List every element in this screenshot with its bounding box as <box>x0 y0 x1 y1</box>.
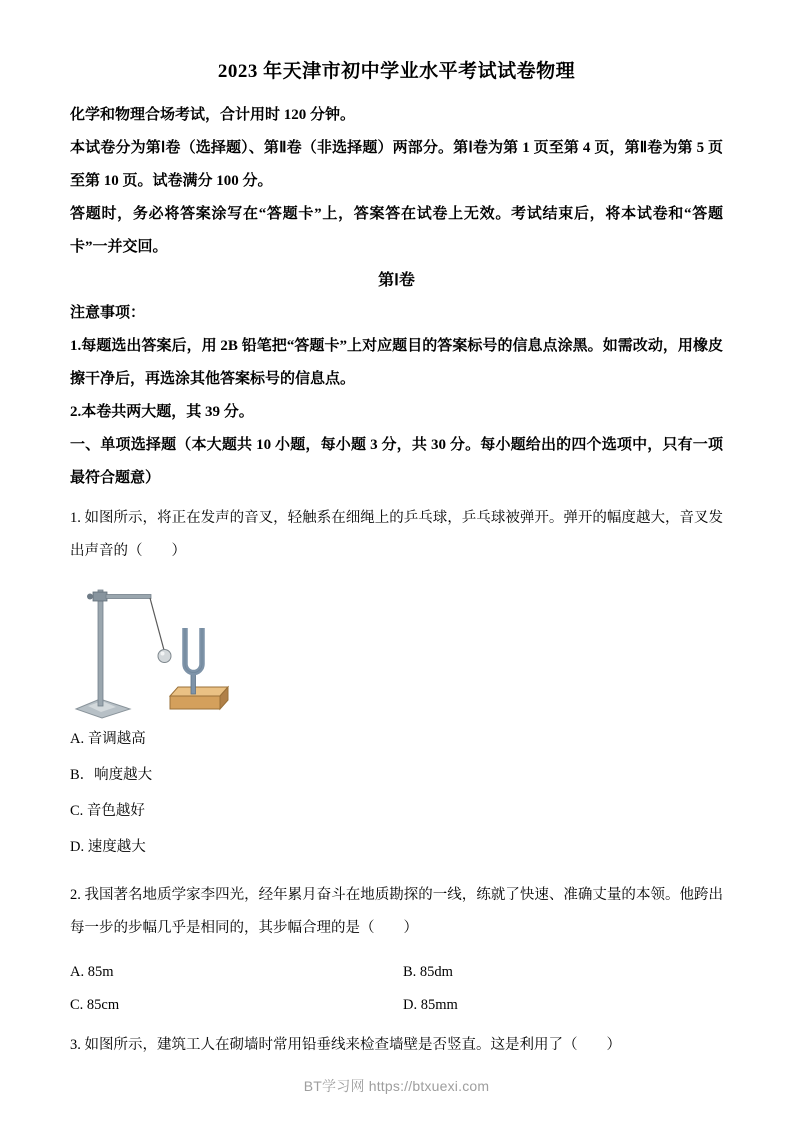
page-title: 2023 年天津市初中学业水平考试试卷物理 <box>217 61 576 82</box>
question-1-text: 1. 如图所示，将正在发声的音叉，轻触系在细绳上的乒乓球，乒乓球被弹开。弹开的幅度越大，音叉发出声音的（ ） <box>70 510 723 559</box>
question-1-option-d: D. 速度越大 <box>70 839 146 855</box>
question-1-option-b: B．响度越大 <box>70 767 153 783</box>
tuning-fork-experiment-illustration <box>72 578 230 720</box>
question-1-option-c: C. 音色越好 <box>70 803 145 819</box>
wooden-block-top <box>170 687 228 696</box>
string <box>150 598 164 650</box>
stand-clamp <box>93 592 107 601</box>
question-1-figure <box>72 578 723 720</box>
attention-item-2: 2.本卷共两大题，其 39 分。 <box>70 404 254 420</box>
attention-item-1: 1.每题选出答案后，用 2B 铅笔把“答题卡”上对应题目的答案标号的信息点涂黑。如需改动，用橡皮擦干净后，再选涂其他答案标号的信息点。 <box>70 338 723 387</box>
clamp-knob <box>87 594 93 600</box>
attention-title: 注意事项： <box>70 305 146 321</box>
question-2-option-a: A. 85m <box>70 964 114 980</box>
ball-highlight <box>161 652 165 656</box>
question-2-option-b: B. 85dm <box>403 964 453 980</box>
part1-header: 第Ⅰ卷 <box>378 272 415 289</box>
question-1-option-a: A. 音调越高 <box>70 731 146 747</box>
wooden-block-front <box>170 696 220 709</box>
question-2-option-d: D. 85mm <box>403 997 458 1013</box>
exam-notice-1: 化学和物理合场考试，合计用时 120 分钟。 <box>70 107 356 123</box>
tuning-fork-stem <box>191 674 196 694</box>
footer-watermark: BT学习网 https://btxuexi.com <box>303 1078 490 1094</box>
question-2-text: 2. 我国著名地质学家李四光，经年累月奋斗在地质勘探的一线，练就了快速、准确丈量的本领。他跨出每一步的步幅几乎是相同的，其步幅合理的是（ ） <box>70 887 723 936</box>
stand-arm <box>106 595 151 599</box>
tuning-fork-prongs <box>185 628 202 673</box>
question-1-options <box>70 722 723 865</box>
exam-notice-2: 本试卷分为第Ⅰ卷（选择题）、第Ⅱ卷（非选择题）两部分。第Ⅰ卷为第 1 页至第 4 页，第Ⅱ卷为第 5 页至第 10 页。试卷满分 100 分。 <box>70 140 723 189</box>
section1-title: 一、单项选择题（本大题共 10 小题，每小题 3 分，共 30 分。每小题给出的四个选项中，只有一项最符合题意） <box>70 437 723 486</box>
question-2-option-c: C. 85cm <box>70 997 120 1013</box>
question-2-options <box>70 961 723 1017</box>
question-3-text: 3. 如图所示，建筑工人在砌墙时常用铅垂线来检查墙壁是否竖直。这是利用了（ ） <box>70 1037 621 1053</box>
exam-notice-3: 答题时，务必将答案涂写在“答题卡”上，答案答在试卷上无效。考试结束后，将本试卷和“答题卡”一并交回。 <box>70 206 723 255</box>
ping-pong-ball <box>158 650 171 663</box>
stand-rod <box>98 590 103 706</box>
